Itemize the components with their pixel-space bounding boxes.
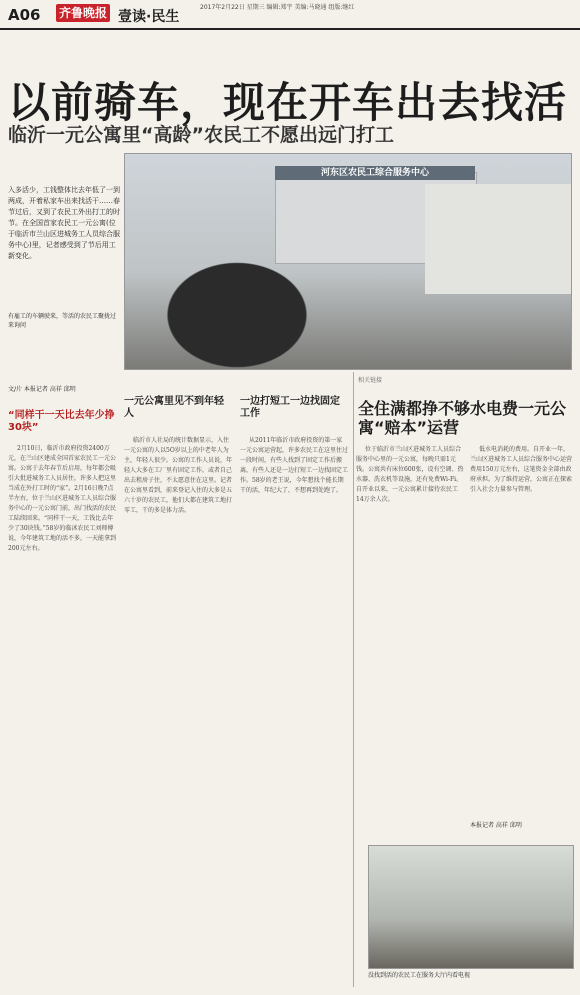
related-title: 全住满都挣不够水电费一元公寓“赔本”运营 xyxy=(358,399,567,437)
related-column-2: 低水电消耗的费用。自开业一年，兰山区进城务工人员综合服务中心运营费用150万元左右，这笔资金全部由政府承担。为了维持运营，公寓正在探索引入社会力量参与管理。 xyxy=(470,446,573,493)
lead-paragraph: 入多活少，工钱整体比去年低了一到两成，开着私家车出来找活干……春节过后，又到了农民工外出打工的时节。在全国首家农民工一元公寓(位于临沂市兰山区进城务工人员综合服务中心)里，记者感受到了节后用工新变化。 xyxy=(8,186,120,260)
photo-caption: 有雇工的车辆驶来，等活的农民工聚拢过来询问 xyxy=(8,313,117,329)
article-column-1: 2月10日，临沂市政府投资2400万元，在兰山区建成全国首家农民工一元公寓。公寓于去年春节后启用，每年都会吸引大批进城务工人员居住，许多人把这里当成在外打工时的“家”。2月16日晚7点半左右，位于兰山区进城务工人员综合服务中心的一元公寓门前，出门找活的农民工陆续回来。“同样干一天，工钱比去年少了30块钱。”58岁的临沭农民工刘师傅说，今年建筑工地的活不多，一天能拿到200元左右。 xyxy=(8,445,117,552)
section-title: 壹读·民生 xyxy=(118,9,180,25)
page-header xyxy=(0,0,580,30)
subhead-3: 一边打短工一边找固定工作 xyxy=(240,396,340,419)
related-photo-caption: 没找到活的农民工在服务大厅内看电视 xyxy=(368,972,471,979)
subhead-1: “同样干一天比去年少挣30块” xyxy=(8,410,115,433)
issue-meta: 2017年2月22日 星期三 编辑:郑宇 美编:马晓通 组版:继红 xyxy=(200,4,355,11)
article-column-2: 临沂市人社局的统计数据显示，入住一元公寓的人以5O岁以上的中老年人为主，年轻人很少。公寓的工作人员说，年轻人大多在工厂里有固定工作，或者自己出去租房子住，不太愿意住在这里。记者在公寓里看到，前来登记入住的大多是五六十岁的农民工，他们大都在建筑工地打零工，干的多是体力活。 xyxy=(124,437,233,514)
subhead-2: 一元公寓里见不到年轻人 xyxy=(124,396,224,419)
newspaper-logo: 齐鲁晚报 xyxy=(56,4,110,22)
related-photo xyxy=(368,845,574,969)
related-label: 相关链接 xyxy=(358,377,383,384)
building-sign: 河东区农民工综合服务中心 xyxy=(275,166,475,180)
column-divider xyxy=(353,372,354,987)
article-column-3: 从2011年临沂市政府投资的第一家一元公寓运营起，许多农民工在这里住过一段时间，有些人找到了固定工作后搬离，有些人还是一边打短工一边找固定工作。58岁的老王说，今年想找个能长期干的活，年纪大了，不想再到处跑了。 xyxy=(240,437,349,494)
crowd-shape xyxy=(165,234,345,369)
subheadline: 临沂一元公寓里“高龄”农民工不愿出远门打工 xyxy=(8,124,394,146)
page-number: A06 xyxy=(8,6,41,24)
related-signature: 本报记者 高祥 邱明 xyxy=(470,822,522,829)
byline: 文/片 本报记者 高祥 邱明 xyxy=(8,386,76,393)
related-column-1: 位于临沂市兰山区进城务工人员综合服务中心里的一元公寓，每晚只需1元钱。公寓共有床位600张，设有空调、热水器、洗衣机等设施，还有免费Wi-Fi。自开业以来，一元公寓累计接待农民工14万余人次。 xyxy=(356,446,464,503)
building-shape-2 xyxy=(425,184,571,294)
headline: 以前骑车，现在开车出去找活 xyxy=(8,78,568,127)
main-photo xyxy=(124,153,572,370)
